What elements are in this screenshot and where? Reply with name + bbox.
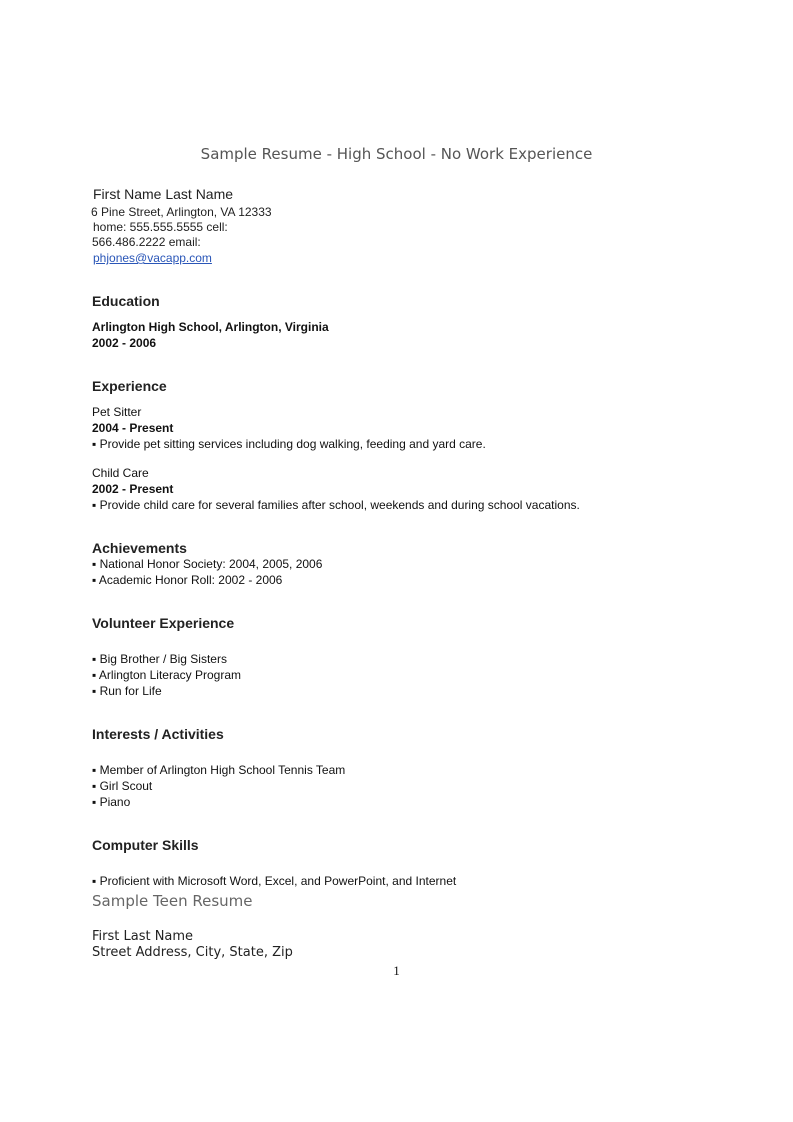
- list-item: ▪ Big Brother / Big Sisters: [92, 652, 227, 666]
- education-school: Arlington High School, Arlington, Virginia: [92, 320, 329, 334]
- education-years: 2002 - 2006: [92, 336, 157, 350]
- list-item: ▪ Girl Scout: [92, 779, 153, 793]
- list-item: ▪ National Honor Society: 2004, 2005, 2006: [92, 557, 323, 571]
- job-dates: 2004 - Present: [92, 421, 174, 435]
- email-link[interactable]: phjones@vacapp.com: [93, 251, 212, 265]
- list-item: ▪ Piano: [92, 795, 131, 809]
- job-bullet: ▪ Provide child care for several families after school, weekends and during school vacations.: [92, 498, 580, 512]
- page-number: 1: [393, 963, 400, 978]
- teen-resume-title: Sample Teen Resume: [92, 892, 253, 910]
- experience-heading: Experience: [92, 378, 167, 394]
- volunteer-heading: Volunteer Experience: [92, 615, 235, 631]
- contact-address: 6 Pine Street, Arlington, VA 12333: [91, 205, 272, 219]
- interests-heading: Interests / Activities: [92, 726, 224, 742]
- contact-phone-line-1: home: 555.555.5555 cell:: [93, 220, 228, 234]
- list-item: ▪ Proficient with Microsoft Word, Excel, and PowerPoint, and Internet: [92, 874, 457, 888]
- achievements-heading: Achievements: [92, 540, 187, 556]
- contact-name: First Name Last Name: [93, 186, 234, 202]
- teen-name: First Last Name: [92, 929, 194, 944]
- document-title: Sample Resume - High School - No Work Experience: [200, 145, 593, 163]
- skills-heading: Computer Skills: [92, 837, 199, 853]
- list-item: ▪ Run for Life: [92, 684, 162, 698]
- job-dates: 2002 - Present: [92, 482, 174, 496]
- list-item: ▪ Member of Arlington High School Tennis Team: [92, 763, 346, 777]
- job-title: Pet Sitter: [92, 405, 142, 419]
- job-title: Child Care: [92, 466, 149, 480]
- contact-phone-line-2: 566.486.2222 email:: [92, 235, 201, 249]
- education-heading: Education: [92, 293, 160, 309]
- teen-address: Street Address, City, State, Zip: [92, 945, 293, 960]
- list-item: ▪ Arlington Literacy Program: [92, 668, 241, 682]
- list-item: ▪ Academic Honor Roll: 2002 - 2006: [92, 573, 283, 587]
- job-bullet: ▪ Provide pet sitting services including dog walking, feeding and yard care.: [92, 437, 486, 451]
